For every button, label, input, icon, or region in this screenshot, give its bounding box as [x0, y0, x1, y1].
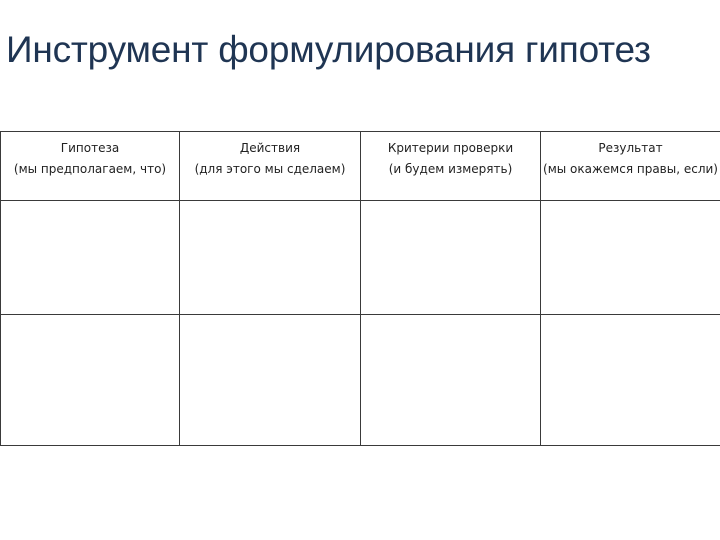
header-criteria-title: Критерии проверки — [387, 141, 514, 155]
header-hypothesis-subtitle: (мы предполагаем, что) — [13, 162, 167, 176]
table-header-row — [1, 132, 720, 201]
slide-title: Инструмент формулирования гипотез — [6, 29, 651, 70]
table-cell[interactable] — [1, 314, 180, 445]
header-criteria — [361, 132, 541, 201]
header-criteria-subtitle: (и будем измерять) — [388, 162, 513, 176]
hypothesis-table — [0, 131, 720, 446]
header-actions-subtitle: (для этого мы сделаем) — [194, 162, 346, 176]
header-actions-title: Действия — [239, 141, 301, 155]
table-cell[interactable] — [541, 314, 720, 445]
table-row — [1, 314, 720, 445]
table-cell[interactable] — [541, 201, 720, 315]
header-result — [541, 132, 720, 201]
header-hypothesis-title: Гипотеза — [60, 141, 120, 155]
header-result-subtitle: (мы окажемся правы, если) — [543, 162, 718, 176]
table-cell[interactable] — [361, 314, 541, 445]
table-cell[interactable] — [180, 201, 361, 315]
header-actions — [180, 132, 361, 201]
table-cell[interactable] — [1, 201, 180, 315]
table-cell[interactable] — [180, 314, 361, 445]
header-hypothesis — [1, 132, 180, 201]
table-row — [1, 201, 720, 315]
header-result-title: Результат — [598, 141, 663, 155]
table-cell[interactable] — [361, 201, 541, 315]
